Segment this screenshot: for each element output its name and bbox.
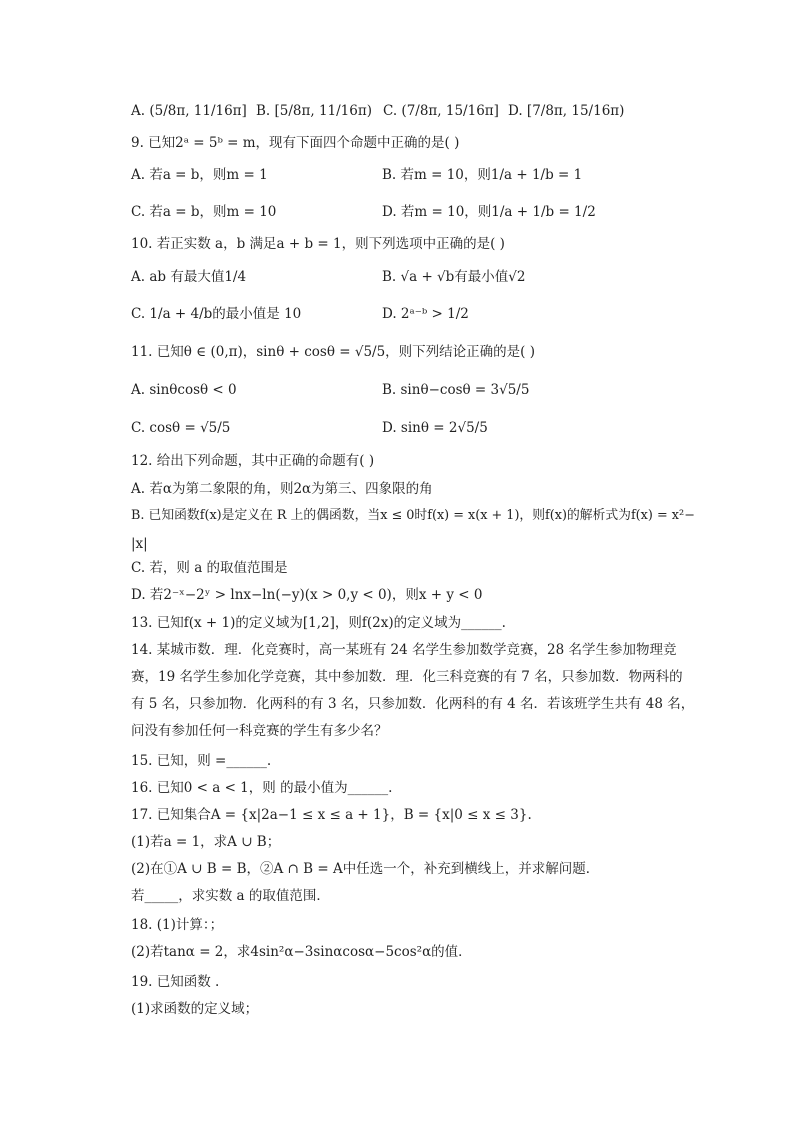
q17-part-2: (2)在①A ∪ B = B，②A ∩ B = A中任选一个，补充到横线上，并求解问题． [131, 861, 600, 877]
q11-option-a: A. sinθcosθ < 0 [131, 382, 237, 398]
q14-line-2: 赛，19 名学生参加化学竞赛，其中参加数．理．化三科竞赛的有 7 名，只参加数．物两科的 [131, 669, 683, 685]
q8-option-c: C. (7/8π, 15/16π] [383, 103, 499, 119]
q9-option-c: C. 若a = b，则m = 10 [131, 204, 277, 220]
q11-option-b: B. sinθ−cosθ = 3√5/5 [382, 382, 530, 398]
q8-option-d: D. [7/8π, 15/16π) [508, 103, 625, 119]
q10-option-a: A. ab 有最大值1/4 [131, 269, 247, 285]
q19-stem: 19. 已知函数 . [131, 974, 220, 990]
q12-option-a: A. 若α为第二象限的角，则2α为第三、四象限的角 [131, 481, 433, 497]
q11-stem: 11. 已知θ ∈ (0,π)，sinθ + cosθ = √5/5，则下列结论正确的是( ) [131, 344, 536, 360]
q9-option-d: D. 若m = 10，则1/a + 1/b = 1/2 [382, 204, 596, 220]
q12-option-b: B. 已知函数f(x)是定义在 R 上的偶函数，当x ≤ 0时f(x) = x(x + 1)，则f(x)的解析式为f(x) = x²− [131, 508, 695, 523]
q11-option-d: D. sinθ = 2√5/5 [382, 420, 488, 436]
q9-option-b: B. 若m = 10，则1/a + 1/b = 1 [382, 167, 583, 183]
q9-option-a: A. 若a = b，则m = 1 [131, 167, 268, 183]
q12-option-c: C. 若，则 a 的取值范围是 [131, 560, 288, 576]
q12-option-b-cont: |x| [131, 536, 148, 552]
q8-option-b: B. [5/8π, 11/16π) [256, 103, 372, 119]
q10-option-b: B. √a + √b有最小值√2 [382, 269, 526, 285]
q12-stem: 12. 给出下列命题，其中正确的命题有( ) [131, 453, 375, 469]
q17-part-2-cont: 若_____，求实数 a 的取值范围． [131, 888, 330, 904]
q11-option-c: C. cosθ = √5/5 [131, 420, 231, 436]
q10-option-c: C. 1/a + 4/b的最小值是 10 [131, 306, 302, 322]
q18-part-1: 18. (1)计算：； [131, 917, 224, 933]
q14-line-1: 14. 某城市数．理．化竞赛时，高一某班有 24 名学生参加数学竞赛，28 名学生参加物理竞 [131, 642, 677, 658]
q8-option-a: A. (5/8π, 11/16π] [131, 103, 247, 119]
q10-option-d: D. 2ᵃ⁻ᵇ > 1/2 [382, 306, 469, 322]
q17-part-1: (1)若a = 1，求A ∪ B； [131, 834, 281, 850]
q14-line-3: 有 5 名，只参加物．化两科的有 3 名，只参加数．化两科的有 4 名．若该班学生共有 48 名， [131, 696, 695, 712]
q17-stem: 17. 已知集合A = {x|2a−1 ≤ x ≤ a + 1}，B = {x|0 ≤ x ≤ 3}. [131, 807, 532, 823]
q9-stem: 9. 已知2ᵃ = 5ᵇ = m，现有下面四个命题中正确的是( ) [131, 135, 460, 151]
q10-stem: 10. 若正实数 a，b 满足a + b = 1，则下列选项中正确的是( ) [131, 236, 505, 252]
q14-line-4: 问没有参加任何一科竞赛的学生有多少名？ [131, 723, 388, 739]
q12-option-d: D. 若2⁻ˣ−2ʸ > lnx−ln(−y)(x > 0,y < 0)，则x + y < 0 [131, 587, 483, 603]
q19-part-1: (1)求函数的定义域； [131, 1001, 259, 1017]
q13: 13. 已知f(x + 1)的定义域为[1,2]，则f(2x)的定义域为______. [131, 615, 506, 631]
q16: 16. 已知0 < a < 1，则 的最小值为______. [131, 780, 393, 796]
q15: 15. 已知，则 =______. [131, 753, 272, 769]
q18-part-2: (2)若tanα = 2，求4sin²α−3sinαcosα−5cos²α的值． [131, 944, 472, 960]
